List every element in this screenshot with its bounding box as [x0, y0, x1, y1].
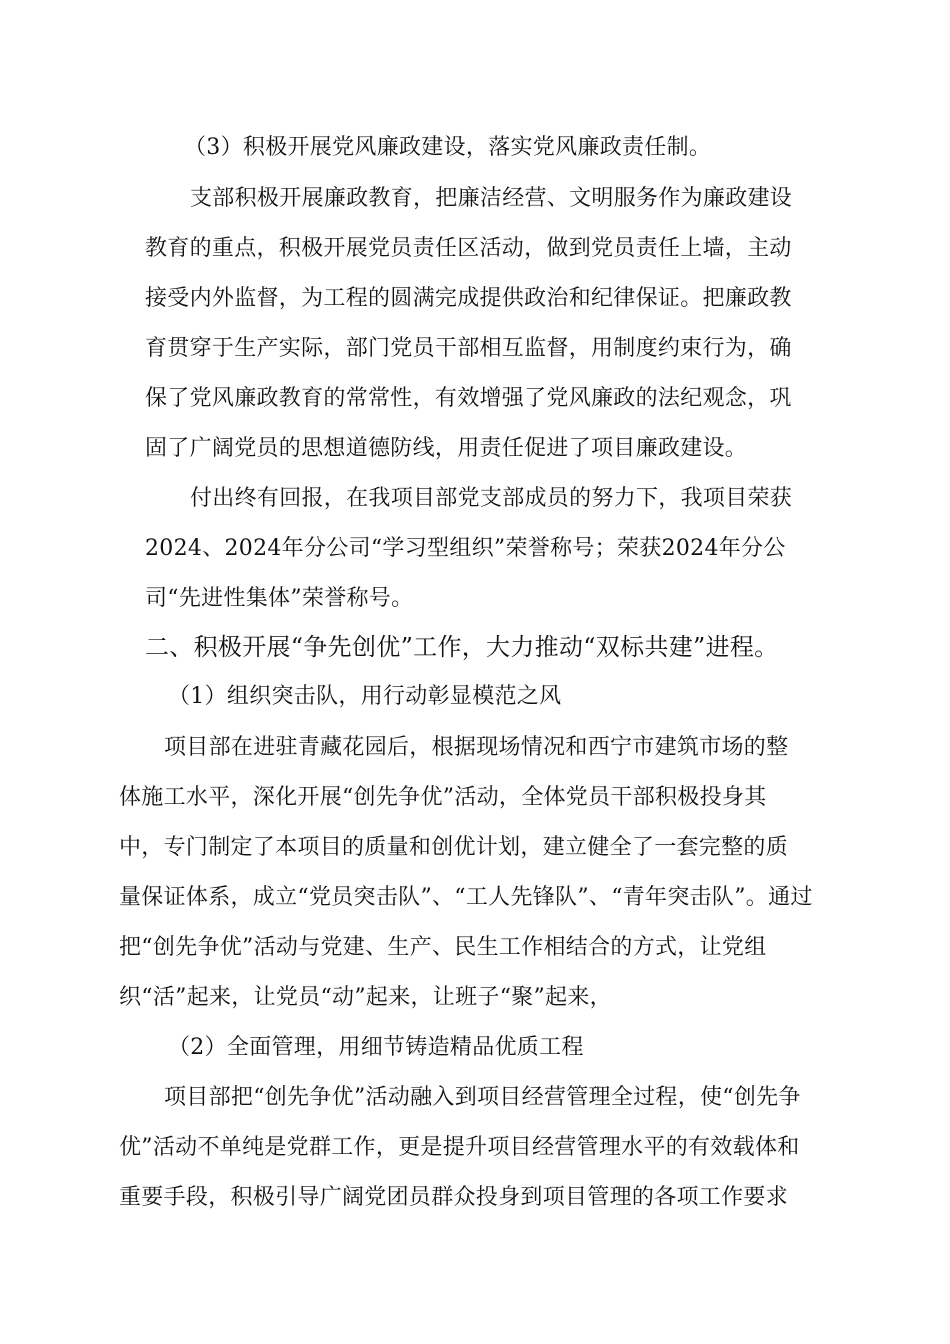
- paragraph-line: 项目部把“创先争优”活动融入到项目经营管理全过程，使“创先争: [164, 1085, 801, 1110]
- subsection-2-heading: （2）全面管理，用细节铸造精品优质工程: [168, 1035, 584, 1060]
- paragraph-line: 司“先进性集体”荣誉称号。: [145, 586, 414, 611]
- paragraph-line: 量保证体系，成立“党员突击队”、“工人先锋队”、“青年突击队”。通过: [119, 885, 813, 910]
- paragraph-line: 2024、2024年分公司“学习型组织”荣誉称号；荣获2024年分公: [145, 536, 786, 561]
- paragraph-line: 重要手段，积极引导广阔党团员群众投身到项目管理的各项工作要求: [119, 1185, 789, 1210]
- paragraph-line: 优”活动不单纯是党群工作，更是提升项目经营管理水平的有效载体和: [119, 1135, 800, 1160]
- paragraph-line: 接受内外监督，为工程的圆满完成提供政治和纪律保证。把廉政教: [145, 286, 792, 311]
- paragraph-line: 支部积极开展廉政教育，把廉洁经营、文明服务作为廉政建设: [190, 186, 793, 211]
- paragraph-line: 教育的重点，积极开展党员责任区活动，做到党员责任上墙，主动: [145, 236, 792, 261]
- paragraph-line: 中，专门制定了本项目的质量和创优计划，建立健全了一套完整的质: [119, 835, 789, 860]
- section-3-heading: （3）积极开展党风廉政建设，落实党风廉政责任制。: [184, 135, 712, 160]
- paragraph-line: 织“活”起来，让党员“动”起来，让班子“聚”起来，: [119, 985, 612, 1010]
- subsection-1-heading: （1）组织突击队，用行动彰显模范之风: [168, 684, 562, 709]
- paragraph-line: 固了广阔党员的思想道德防线，用责任促进了项目廉政建设。: [145, 436, 748, 461]
- paragraph-line: 把“创先争优”活动与党建、生产、民生工作相结合的方式，让党组: [119, 935, 767, 960]
- section-2-heading: 二、积极开展“争先创优”工作，大力推动“双标共建”进程。: [145, 633, 779, 661]
- paragraph-line: 项目部在进驻青藏花园后，根据现场情况和西宁市建筑市场的整: [164, 735, 789, 760]
- paragraph-line: 育贯穿于生产实际，部门党员干部相互监督，用制度约束行为，确: [145, 336, 792, 361]
- paragraph-line: 保了党风廉政教育的常常性，有效增强了党风廉政的法纪观念，巩: [145, 386, 792, 411]
- paragraph-line: 体施工水平，深化开展“创先争优”活动，全体党员干部积极投身其: [119, 785, 767, 810]
- paragraph-line: 付出终有回报，在我项目部党支部成员的努力下，我项目荣获: [190, 486, 793, 511]
